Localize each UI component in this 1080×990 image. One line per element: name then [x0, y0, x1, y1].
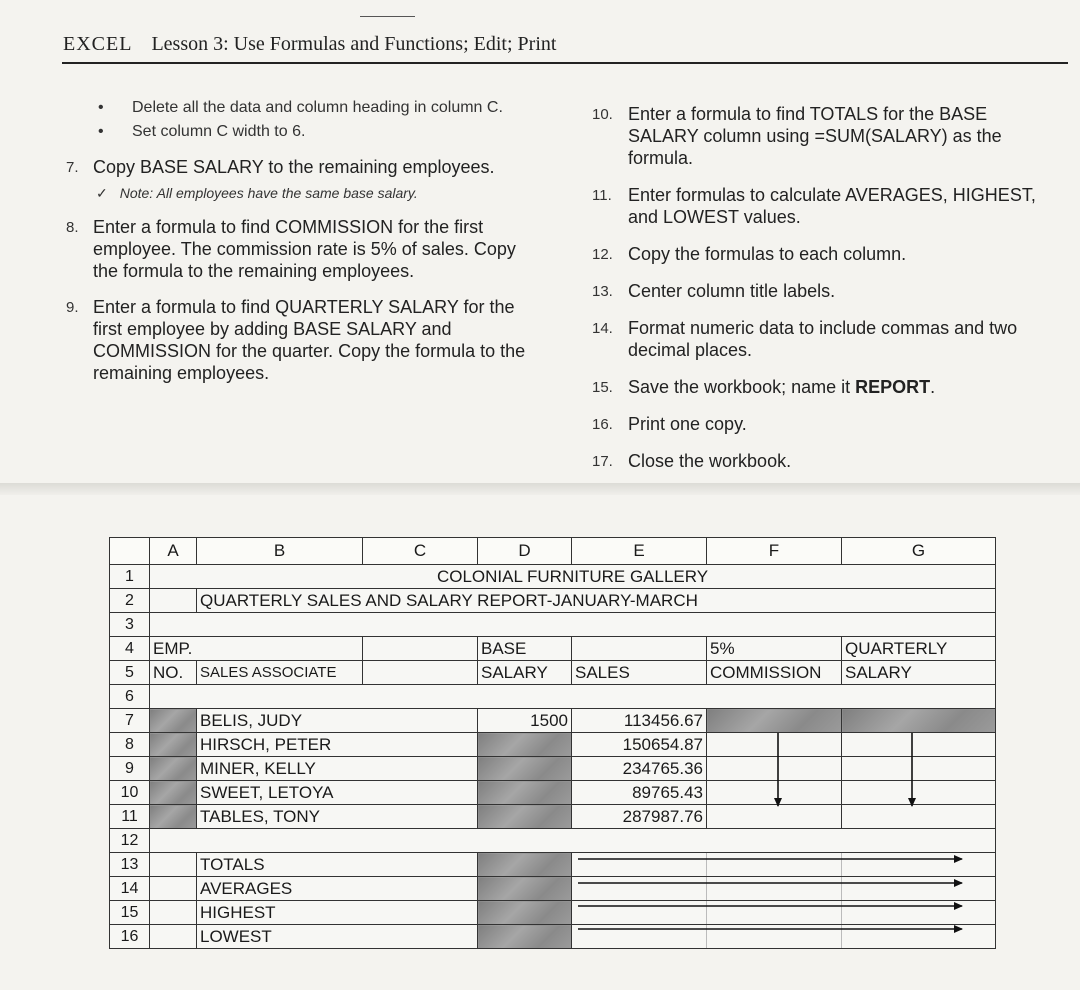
employee-name: BELIS, JUDY: [197, 709, 478, 733]
step-number: 7.: [66, 159, 79, 176]
shaded-cell: [478, 781, 572, 805]
cell: [842, 901, 996, 925]
cell: [707, 925, 842, 949]
shaded-cell: [842, 709, 996, 733]
note-text: Note: All employees have the same base salary.: [119, 185, 418, 201]
step-text: Copy BASE SALARY to the remaining employees.: [93, 157, 495, 177]
table-row: [110, 709, 996, 733]
step-text: Save the workbook; name it: [628, 377, 851, 397]
step-16: [590, 413, 1060, 435]
corner-cell: [110, 538, 150, 565]
bullet-item: [60, 122, 530, 142]
cell: [363, 661, 478, 685]
step-15: [590, 376, 1060, 398]
cell: [707, 853, 842, 877]
table-row: [110, 733, 996, 757]
cell: [842, 853, 996, 877]
step-9: [60, 296, 530, 384]
table-row: [110, 829, 996, 853]
sales-value: 113456.67: [572, 709, 707, 733]
row-number: 5: [110, 661, 150, 685]
row-number: 1: [110, 565, 150, 589]
step-number: 8.: [66, 219, 79, 236]
header-subtitle: Use Formulas and Functions; Edit; Print: [233, 33, 557, 55]
header-percent: 5%: [707, 637, 842, 661]
column-header: B: [197, 538, 363, 565]
row-number: 6: [110, 685, 150, 709]
cell: [707, 877, 842, 901]
table-row: [110, 661, 996, 685]
base-salary: 1500: [478, 709, 572, 733]
table-row: [110, 613, 996, 637]
step-text: Copy the formulas to each column.: [628, 244, 907, 264]
table-row: [110, 781, 996, 805]
sales-value: 287987.76: [572, 805, 707, 829]
cell: [572, 853, 707, 877]
step-text: Format numeric data to include commas and two decimal places.: [628, 318, 1018, 360]
cell: [707, 757, 842, 781]
step-14: [590, 317, 1060, 361]
cell: [842, 757, 996, 781]
top-rule: [360, 16, 415, 17]
cell: [150, 901, 197, 925]
row-number: 16: [110, 925, 150, 949]
table-row: [110, 877, 996, 901]
page-header: [63, 33, 556, 56]
shaded-cell: [478, 853, 572, 877]
header-base: BASE: [478, 637, 572, 661]
sales-value: 89765.43: [572, 781, 707, 805]
table-row: [110, 805, 996, 829]
shaded-cell: [478, 901, 572, 925]
row-number: 13: [110, 853, 150, 877]
summary-label: LOWEST: [197, 925, 478, 949]
summary-label: HIGHEST: [197, 901, 478, 925]
header-sales-associate: SALES ASSOCIATE: [197, 661, 363, 685]
step-text: Print one copy.: [628, 414, 747, 434]
step-11: [590, 184, 1060, 228]
header-sales: SALES: [572, 661, 707, 685]
bullet-dot-icon: •: [98, 99, 104, 116]
cell: [150, 613, 996, 637]
header-app: EXCEL: [63, 33, 133, 55]
employee-name: SWEET, LETOYA: [197, 781, 478, 805]
table-row: [110, 637, 996, 661]
row-number: 11: [110, 805, 150, 829]
column-header: D: [478, 538, 572, 565]
sales-value: 150654.87: [572, 733, 707, 757]
row-number: 9: [110, 757, 150, 781]
summary-label: TOTALS: [197, 853, 478, 877]
step-number: 11.: [592, 187, 612, 204]
shaded-cell: [150, 781, 197, 805]
step-13: [590, 280, 1060, 302]
table-row: [110, 565, 996, 589]
cell: [842, 877, 996, 901]
row-number: 15: [110, 901, 150, 925]
shaded-cell: [478, 733, 572, 757]
step-number: 17.: [592, 453, 613, 470]
column-header: F: [707, 538, 842, 565]
cell: [707, 901, 842, 925]
cell: [150, 829, 996, 853]
cell: [150, 877, 197, 901]
note: [93, 182, 530, 204]
cell: [150, 925, 197, 949]
step-number: 9.: [66, 299, 79, 316]
step-text: Enter a formula to find QUARTERLY SALARY for the first employee by adding BASE SALARY and COMMISSION for the quarter. Copy the formula to the remaining employees.: [93, 297, 526, 383]
cell: [572, 925, 707, 949]
shaded-cell: [150, 709, 197, 733]
header-quarterly: QUARTERLY: [842, 637, 996, 661]
shaded-cell: [478, 757, 572, 781]
bullet-item: [60, 98, 530, 118]
bullet-text: Delete all the data and column heading in column C.: [132, 99, 503, 116]
cell: [842, 733, 996, 757]
left-column: [60, 98, 530, 398]
step-text: Enter a formula to find COMMISSION for the first employee. The commission rate is 5% of sales. Copy the formula to the remaining employees.: [93, 217, 516, 281]
employee-name: TABLES, TONY: [197, 805, 478, 829]
step-8: [60, 216, 530, 282]
check-icon: ✓: [96, 185, 108, 201]
column-header: G: [842, 538, 996, 565]
row-number: 4: [110, 637, 150, 661]
step-number: 15.: [592, 379, 613, 396]
table-row: [110, 757, 996, 781]
spreadsheet: [109, 537, 996, 949]
row-number: 14: [110, 877, 150, 901]
step-text: Enter formulas to calculate AVERAGES, HIGHEST, and LOWEST values.: [628, 185, 1036, 227]
cell: [707, 805, 842, 829]
shaded-cell: [707, 709, 842, 733]
row-number: 2: [110, 589, 150, 613]
header-emp: EMP.: [150, 637, 363, 661]
step-number: 12.: [592, 246, 613, 263]
column-header: E: [572, 538, 707, 565]
header-lesson: Lesson 3:: [151, 33, 229, 55]
cell: [842, 781, 996, 805]
cell: [572, 877, 707, 901]
step-10: [590, 103, 1060, 169]
shaded-cell: [150, 805, 197, 829]
row-number: 12: [110, 829, 150, 853]
employee-name: MINER, KELLY: [197, 757, 478, 781]
row-number: 10: [110, 781, 150, 805]
shaded-cell: [478, 877, 572, 901]
sales-value: 234765.36: [572, 757, 707, 781]
scan-edge: [0, 483, 1080, 495]
step-text: Close the workbook.: [628, 451, 792, 471]
cell: [150, 685, 996, 709]
header-no: NO.: [150, 661, 197, 685]
shaded-cell: [478, 925, 572, 949]
sheet-title: COLONIAL FURNITURE GALLERY: [150, 565, 996, 589]
shaded-cell: [150, 733, 197, 757]
header-rule: [62, 62, 1068, 64]
table-row: [110, 589, 996, 613]
row-number: 3: [110, 613, 150, 637]
cell: [572, 637, 707, 661]
cell: [707, 733, 842, 757]
bullet-text: Set column C width to 6.: [132, 123, 306, 140]
shaded-cell: [478, 805, 572, 829]
employee-name: HIRSCH, PETER: [197, 733, 478, 757]
right-column: [590, 103, 1060, 487]
cell: [842, 925, 996, 949]
sheet-subtitle: QUARTERLY SALES AND SALARY REPORT-JANUARY-MARCH: [197, 589, 996, 613]
step-17: [590, 450, 1060, 472]
cell: [150, 853, 197, 877]
step-number: 16.: [592, 416, 613, 433]
column-header-row: [110, 538, 996, 565]
cell: [363, 637, 478, 661]
step-number: 13.: [592, 283, 613, 300]
table-row: [110, 853, 996, 877]
header-commission: COMMISSION: [707, 661, 842, 685]
header-salary: SALARY: [478, 661, 572, 685]
cell: [572, 901, 707, 925]
step-12: [590, 243, 1060, 265]
row-number: 7: [110, 709, 150, 733]
table-row: [110, 685, 996, 709]
step-text: Center column title labels.: [628, 281, 836, 301]
step-number: 14.: [592, 320, 613, 337]
bullet-dot-icon: •: [98, 123, 104, 140]
cell: [150, 589, 197, 613]
cell: [707, 781, 842, 805]
step-number: 10.: [592, 106, 613, 123]
header-salary: SALARY: [842, 661, 996, 685]
row-number: 8: [110, 733, 150, 757]
summary-label: AVERAGES: [197, 877, 478, 901]
column-header: C: [363, 538, 478, 565]
step-text: Enter a formula to find TOTALS for the BASE SALARY column using =SUM(SALARY) as the formula.: [628, 104, 1002, 168]
cell: [842, 805, 996, 829]
table-row: [110, 925, 996, 949]
step-bold-filename: REPORT: [855, 377, 931, 397]
table-row: [110, 901, 996, 925]
step-text-after: .: [930, 377, 936, 397]
step-7: [60, 156, 530, 204]
column-header: A: [150, 538, 197, 565]
shaded-cell: [150, 757, 197, 781]
